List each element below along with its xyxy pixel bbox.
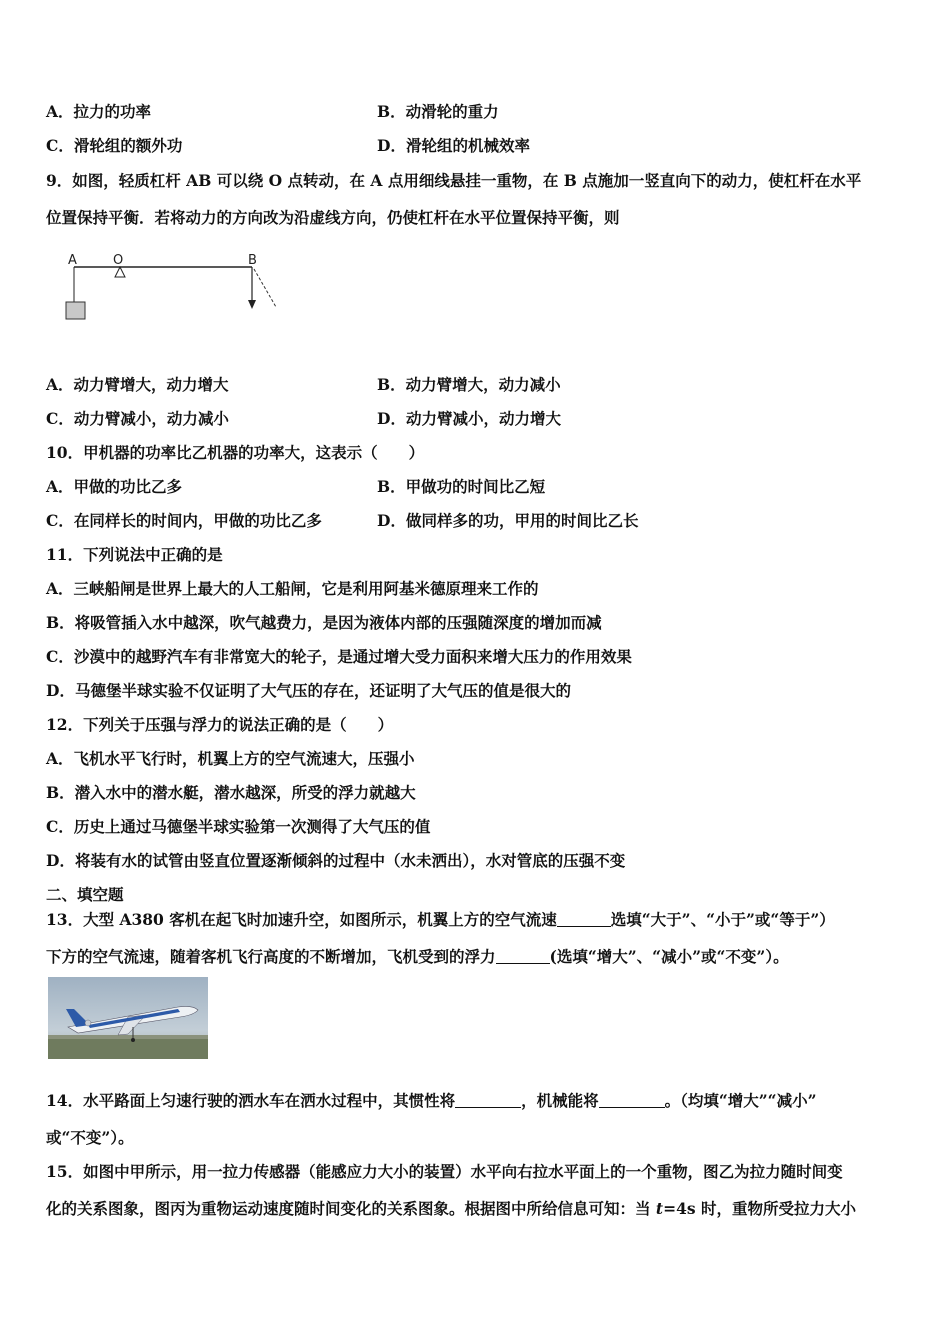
- q11-option-a: A．三峡船闸是世界上最大的人工船闸，它是利用阿基米德原理来工作的: [46, 579, 539, 598]
- q9-option-b: B．动力臂增大，动力减小: [377, 375, 561, 394]
- q9-option-c: C．动力臂减小，动力减小: [46, 409, 229, 428]
- tree-line: [48, 1035, 208, 1039]
- label-b: B: [248, 253, 257, 268]
- q12-option-a: A．飞机水平飞行时，机翼上方的空气流速大，压强小: [46, 749, 415, 768]
- q14-line2: 或“不变”）。: [46, 1128, 134, 1147]
- lever-figure: [60, 248, 290, 328]
- pivot-o: [115, 267, 125, 277]
- q15-var-t: t: [655, 1199, 664, 1218]
- dashed-force-line: [254, 269, 276, 307]
- q11-option-d: D．马德堡半球实验不仅证明了大气压的存在，还证明了大气压的值是很大的: [46, 681, 571, 700]
- airplane-photo: [48, 977, 208, 1059]
- q12-stem: 12．下列关于压强与浮力的说法正确的是（ ）: [46, 715, 394, 734]
- q13-line2-text-b: (选填“增大”、“减小”或“不变”）。: [549, 947, 789, 966]
- q13-line2-text-a: 下方的空气流速，随着客机飞行高度的不断增加，飞机受到的浮力: [46, 947, 496, 966]
- q9-option-d: D．动力臂减小，动力增大: [377, 409, 561, 428]
- q13-blank-2[interactable]: [496, 949, 550, 964]
- label-o: O: [113, 253, 124, 268]
- q14-blank-2[interactable]: [599, 1093, 665, 1108]
- q13-line2: [46, 947, 789, 967]
- q12-option-b: B．潜入水中的潜水艇，潜水越深，所受的浮力就越大: [46, 783, 416, 802]
- q10-option-c: C．在同样长的时间内，甲做的功比乙多: [46, 511, 322, 530]
- q10-option-a: A．甲做的功比乙多: [46, 477, 183, 496]
- q14-line1: [46, 1091, 817, 1111]
- label-a: A: [68, 253, 77, 268]
- q12-option-c: C．历史上通过马德堡半球实验第一次测得了大气压的值: [46, 817, 431, 836]
- q15-line2-text-a: 化的关系图象，图丙为重物运动速度随时间变化的关系图象。根据图中所给信息可知：当: [46, 1199, 656, 1218]
- q9-stem-line1: 9．如图，轻质杠杆 AB 可以绕 O 点转动，在 A 点用细线悬挂一重物，在 B 点施加一竖直向下的动力，使杠杆在水平: [46, 171, 862, 190]
- q8-option-c: C．滑轮组的额外功: [46, 136, 183, 155]
- q12-option-d: D．将装有水的试管由竖直位置逐渐倾斜的过程中（水未洒出），水对管底的压强不变: [46, 851, 626, 870]
- q13-line1-text-a: 13．大型 A380 客机在起飞时加速升空，如图所示，机翼上方的空气流速: [46, 910, 557, 929]
- q15-line2-text-b: =4s 时，重物所受拉力大小: [663, 1199, 856, 1218]
- q9-stem-line2: 位置保持平衡．若将动力的方向改为沿虚线方向，仍使杠杆在水平位置保持平衡，则: [46, 208, 620, 227]
- q15-line1: 15．如图中甲所示，用一拉力传感器（能感应力大小的装置）水平向右拉水平面上的一个重物，图乙为拉力随时间变: [46, 1162, 843, 1181]
- q14-line1-text-a: 14．水平路面上匀速行驶的洒水车在洒水过程中，其惯性将: [46, 1091, 456, 1110]
- q10-option-d: D．做同样多的功，甲用的时间比乙长: [377, 511, 639, 530]
- q11-stem: 11．下列说法中正确的是: [46, 545, 223, 564]
- weight-block: [66, 302, 85, 319]
- q8-option-a: A．拉力的功率: [46, 102, 152, 121]
- q15-line2: [46, 1199, 856, 1219]
- section-title-fill-in: 二、填空题: [46, 885, 124, 904]
- force-arrowhead: [248, 300, 256, 309]
- q11-option-c: C．沙漠中的越野汽车有非常宽大的轮子，是通过增大受力面积来增大压力的作用效果: [46, 647, 632, 666]
- q10-stem: 10．甲机器的功率比乙机器的功率大，这表示（ ）: [46, 443, 425, 462]
- q8-option-b: B．动滑轮的重力: [377, 102, 499, 121]
- q14-line1-text-c: 。（均填“增大”“减小”: [664, 1091, 817, 1110]
- q9-option-a: A．动力臂增大，动力增大: [46, 375, 229, 394]
- q11-option-b: B．将吸管插入水中越深，吹气越费力，是因为液体内部的压强随深度的增加而减: [46, 613, 602, 632]
- q14-blank-1[interactable]: [455, 1093, 521, 1108]
- q13-line1-text-b: 选填“大于”、“小于”或“等于”）: [610, 910, 835, 929]
- q10-option-b: B．甲做功的时间比乙短: [377, 477, 546, 496]
- ground: [48, 1037, 208, 1059]
- q13-line1: [46, 910, 835, 930]
- q14-line1-text-b: ，机械能将: [521, 1091, 599, 1110]
- q13-blank-1[interactable]: [557, 912, 611, 927]
- q8-option-d: D．滑轮组的机械效率: [377, 136, 530, 155]
